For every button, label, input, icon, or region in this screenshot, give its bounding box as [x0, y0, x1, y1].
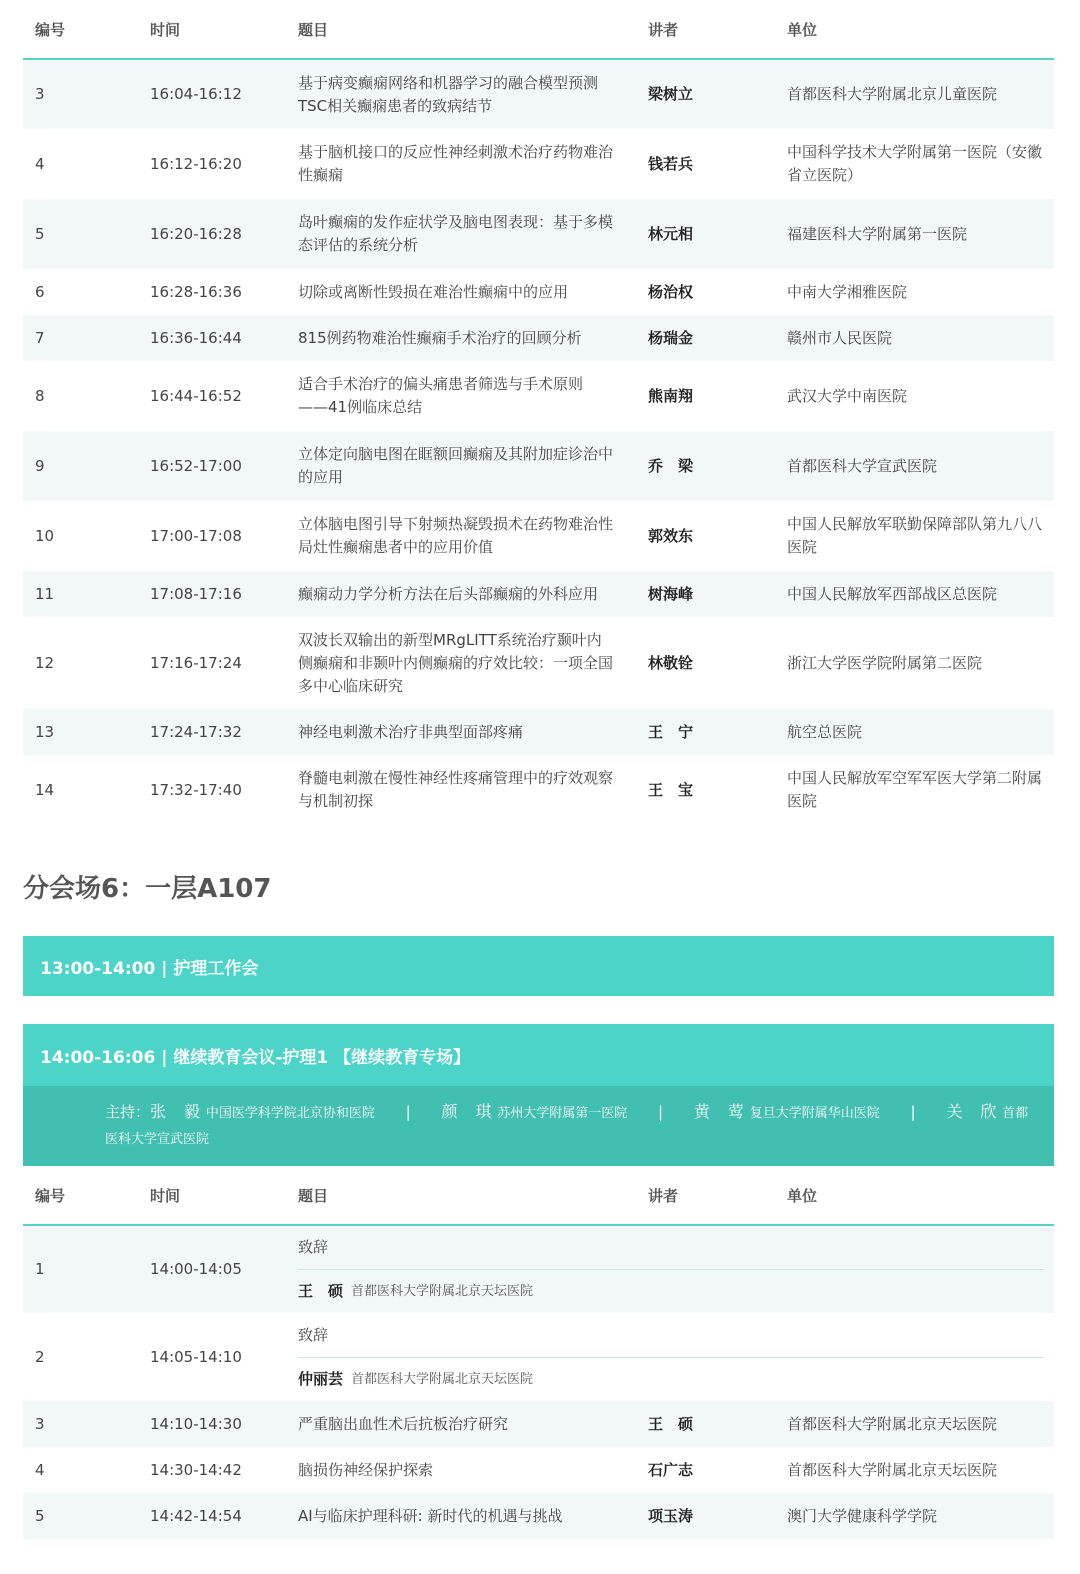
cell-speaker: 梁树立 — [648, 85, 694, 103]
cell-unit: 中国人民解放军空军军医大学第二附属医院 — [787, 769, 1043, 810]
table-row — [23, 709, 1054, 755]
cell-speaker: 王 宁 — [648, 722, 694, 741]
header-unit: 单位 — [787, 20, 818, 39]
cell-topic: 立体定向脑电图在眶额回癫痫及其附加症诊治中的应用 — [298, 445, 614, 486]
host-name: 黄 莺 — [693, 1102, 745, 1121]
header-unit: 单位 — [787, 1186, 818, 1205]
cell-topic: AI与临床护理科研: 新时代的机遇与挑战 — [298, 1506, 563, 1525]
table-row — [23, 1225, 1054, 1313]
cell-no: 10 — [35, 526, 55, 545]
section-title: 分会场6：一层A107 — [23, 874, 272, 904]
cell-unit: 中国人民解放军西部战区总医院 — [787, 584, 998, 603]
cell-no: 8 — [35, 386, 45, 405]
speaker-org: 首都医科大学附属北京天坛医院 — [351, 1371, 534, 1387]
cell-unit: 中国人民解放军联勤保障部队第九八八医院 — [787, 515, 1043, 556]
cell-speaker: 乔 梁 — [648, 456, 694, 475]
cell-speaker: 林元相 — [648, 224, 694, 243]
cell-time: 16:20-16:28 — [150, 224, 242, 243]
header-no: 编号 — [35, 1186, 66, 1205]
table-row — [23, 571, 1054, 617]
cell-time: 16:04-16:12 — [150, 85, 242, 103]
session-band-nursing-meeting: 13:00-14:00 | 护理工作会 — [23, 936, 1054, 996]
cell-no: 5 — [35, 1506, 45, 1525]
cell-topic: 基于病变癫痫网络和机器学习的融合模型预测TSC相关癫痫患者的致病结节 — [298, 73, 599, 115]
table-row — [23, 199, 1054, 269]
cell-no: 3 — [35, 85, 45, 103]
cell-speaker: 林敬铨 — [648, 653, 694, 672]
cell-unit: 福建医科大学附属第一医院 — [787, 224, 968, 243]
cell-topic: 严重脑出血性术后抗板治疗研究 — [298, 1414, 509, 1433]
cell-no: 6 — [35, 282, 45, 301]
cell-no: 4 — [35, 1460, 45, 1479]
cell-speaker: 杨治权 — [648, 282, 694, 301]
header-speaker: 讲者 — [648, 1186, 679, 1205]
table-row — [23, 1313, 1054, 1401]
cell-time: 17:00-17:08 — [150, 526, 242, 545]
cell-no: 11 — [35, 584, 55, 603]
speaker-name: 王 硕 — [298, 1282, 344, 1300]
cell-unit: 中南大学湘雅医院 — [787, 282, 908, 301]
cell-unit: 航空总医院 — [787, 722, 863, 741]
cell-unit: 首都医科大学附属北京天坛医院 — [787, 1460, 998, 1479]
cell-topic — [286, 1313, 1054, 1401]
cell-speaker: 钱若兵 — [648, 154, 694, 173]
session-band-continuing-education: 14:00-16:06 | 继续教育会议-护理1 【继续教育专场】 — [23, 1024, 1054, 1086]
cell-topic: 岛叶癫痫的发作症状学及脑电图表现：基于多模态评估的系统分析 — [298, 213, 614, 254]
cell-speaker: 项玉涛 — [648, 1506, 694, 1525]
table-header-row — [23, 0, 1054, 59]
cell-time: 16:28-16:36 — [150, 282, 242, 301]
cell-no: 12 — [35, 653, 55, 672]
cell-topic: 切除或离断性毁损在难治性癫痫中的应用 — [298, 282, 569, 301]
cell-topic: 双波长双输出的新型MRgLITT系统治疗颞叶内侧癫痫和非颞叶内侧癫痫的疗效比较：一项全国多中心临床研究 — [298, 630, 614, 695]
cell-time: 14:42-14:54 — [150, 1506, 242, 1525]
cell-topic: 癫痫动力学分析方法在后头部癫痫的外科应用 — [298, 584, 599, 603]
schedule-table-1 — [23, 0, 1054, 825]
header-topic: 题目 — [298, 1186, 329, 1205]
host-org: 复旦大学附属华山医院 — [749, 1106, 880, 1121]
header-time: 时间 — [150, 20, 181, 39]
hosts-label: 主持： — [105, 1103, 151, 1121]
cell-topic: 脑损伤神经保护探索 — [298, 1460, 434, 1479]
cell-no: 3 — [35, 1414, 45, 1433]
host-name: 张 毅 — [150, 1102, 202, 1121]
host-separator: | — [658, 1103, 664, 1121]
cell-time: 17:32-17:40 — [150, 780, 242, 799]
table-row — [23, 59, 1054, 129]
table-row — [23, 431, 1054, 501]
schedule-table-2 — [23, 1166, 1054, 1539]
cell-time: 17:16-17:24 — [150, 653, 242, 672]
schedule-table — [23, 1166, 1054, 1539]
cell-no: 5 — [35, 224, 45, 243]
cell-topic: 神经电刺激术治疗非典型面部疼痛 — [298, 722, 524, 741]
table-row — [23, 617, 1054, 709]
table-row — [23, 361, 1054, 431]
header-no: 编号 — [35, 20, 66, 39]
host-separator: | — [910, 1103, 916, 1121]
speaker-line — [298, 1358, 1054, 1401]
table-row — [23, 315, 1054, 361]
cell-no: 13 — [35, 722, 55, 741]
table-header-row — [23, 1166, 1054, 1225]
cell-topic: 适合手术治疗的偏头痛患者筛选与手术原则 ——41例临床总结 — [298, 375, 584, 416]
cell-no: 9 — [35, 456, 45, 475]
table-row — [23, 501, 1054, 571]
cell-unit: 首都医科大学附属北京儿童医院 — [787, 85, 998, 103]
session-hosts — [23, 1086, 1054, 1166]
cell-time: 17:08-17:16 — [150, 584, 242, 603]
cell-unit: 澳门大学健康科学学院 — [787, 1506, 938, 1525]
host-separator: | — [405, 1103, 411, 1121]
cell-time: 14:00-14:05 — [150, 1260, 242, 1278]
table-row — [23, 1493, 1054, 1539]
cell-speaker: 熊南翔 — [648, 386, 694, 405]
cell-time: 16:44-16:52 — [150, 386, 242, 405]
cell-speaker: 杨瑞金 — [648, 328, 694, 347]
cell-unit: 浙江大学医学院附属第二医院 — [787, 653, 983, 672]
schedule-table — [23, 0, 1054, 825]
cell-no: 2 — [35, 1347, 45, 1366]
table-row — [23, 755, 1054, 825]
table-row — [23, 129, 1054, 199]
cell-topic: 立体脑电图引导下射频热凝毁损术在药物难治性局灶性癫痫患者中的应用价值 — [298, 515, 614, 556]
cell-time: 16:52-17:00 — [150, 456, 242, 475]
cell-no: 1 — [35, 1260, 45, 1278]
cell-unit: 武汉大学中南医院 — [787, 386, 908, 405]
cell-time: 16:12-16:20 — [150, 154, 242, 173]
host-org: 中国医学科学院北京协和医院 — [205, 1106, 375, 1121]
header-time: 时间 — [150, 1186, 181, 1205]
cell-topic: 815例药物难治性癫痫手术治疗的回顾分析 — [298, 328, 582, 347]
host-name: 颜 琪 — [441, 1102, 493, 1121]
cell-speaker: 树海峰 — [648, 584, 694, 603]
table-row — [23, 1447, 1054, 1493]
speaker-org: 首都医科大学附属北京天坛医院 — [351, 1284, 534, 1299]
cell-unit: 中国科学技术大学附属第一医院（安徽省立医院） — [787, 143, 1043, 184]
host-org: 首都医科大学宣武医院 — [105, 1106, 1029, 1147]
cell-time: 16:36-16:44 — [150, 328, 242, 347]
cell-time: 17:24-17:32 — [150, 722, 242, 741]
topic-text: 致辞 — [298, 1226, 1044, 1270]
host-name: 关 欣 — [946, 1102, 998, 1121]
cell-time: 14:30-14:42 — [150, 1460, 242, 1479]
host-org: 苏州大学附属第一医院 — [497, 1106, 628, 1121]
cell-speaker: 郭效东 — [648, 526, 694, 545]
cell-topic: 基于脑机接口的反应性神经刺激术治疗药物难治性癫痫 — [298, 143, 614, 184]
cell-topic — [286, 1225, 1054, 1313]
cell-speaker: 王 宝 — [648, 780, 694, 799]
cell-unit: 首都医科大学宣武医院 — [787, 456, 938, 475]
cell-unit: 赣州市人民医院 — [787, 328, 893, 347]
speaker-line — [298, 1270, 1054, 1313]
header-speaker: 讲者 — [648, 20, 679, 39]
cell-speaker: 王 硕 — [648, 1414, 694, 1433]
topic-text: 致辞 — [298, 1314, 1044, 1358]
cell-speaker: 石广志 — [648, 1460, 694, 1479]
speaker-name: 仲丽芸 — [298, 1369, 344, 1388]
cell-no: 14 — [35, 780, 55, 799]
table-row — [23, 269, 1054, 315]
cell-time: 14:05-14:10 — [150, 1347, 242, 1366]
cell-no: 7 — [35, 328, 45, 347]
cell-unit: 首都医科大学附属北京天坛医院 — [787, 1414, 998, 1433]
table-row — [23, 1401, 1054, 1447]
cell-no: 4 — [35, 154, 45, 173]
header-topic: 题目 — [298, 20, 329, 39]
cell-topic: 脊髓电刺激在慢性神经性疼痛管理中的疗效观察与机制初探 — [298, 769, 614, 810]
cell-time: 14:10-14:30 — [150, 1414, 242, 1433]
